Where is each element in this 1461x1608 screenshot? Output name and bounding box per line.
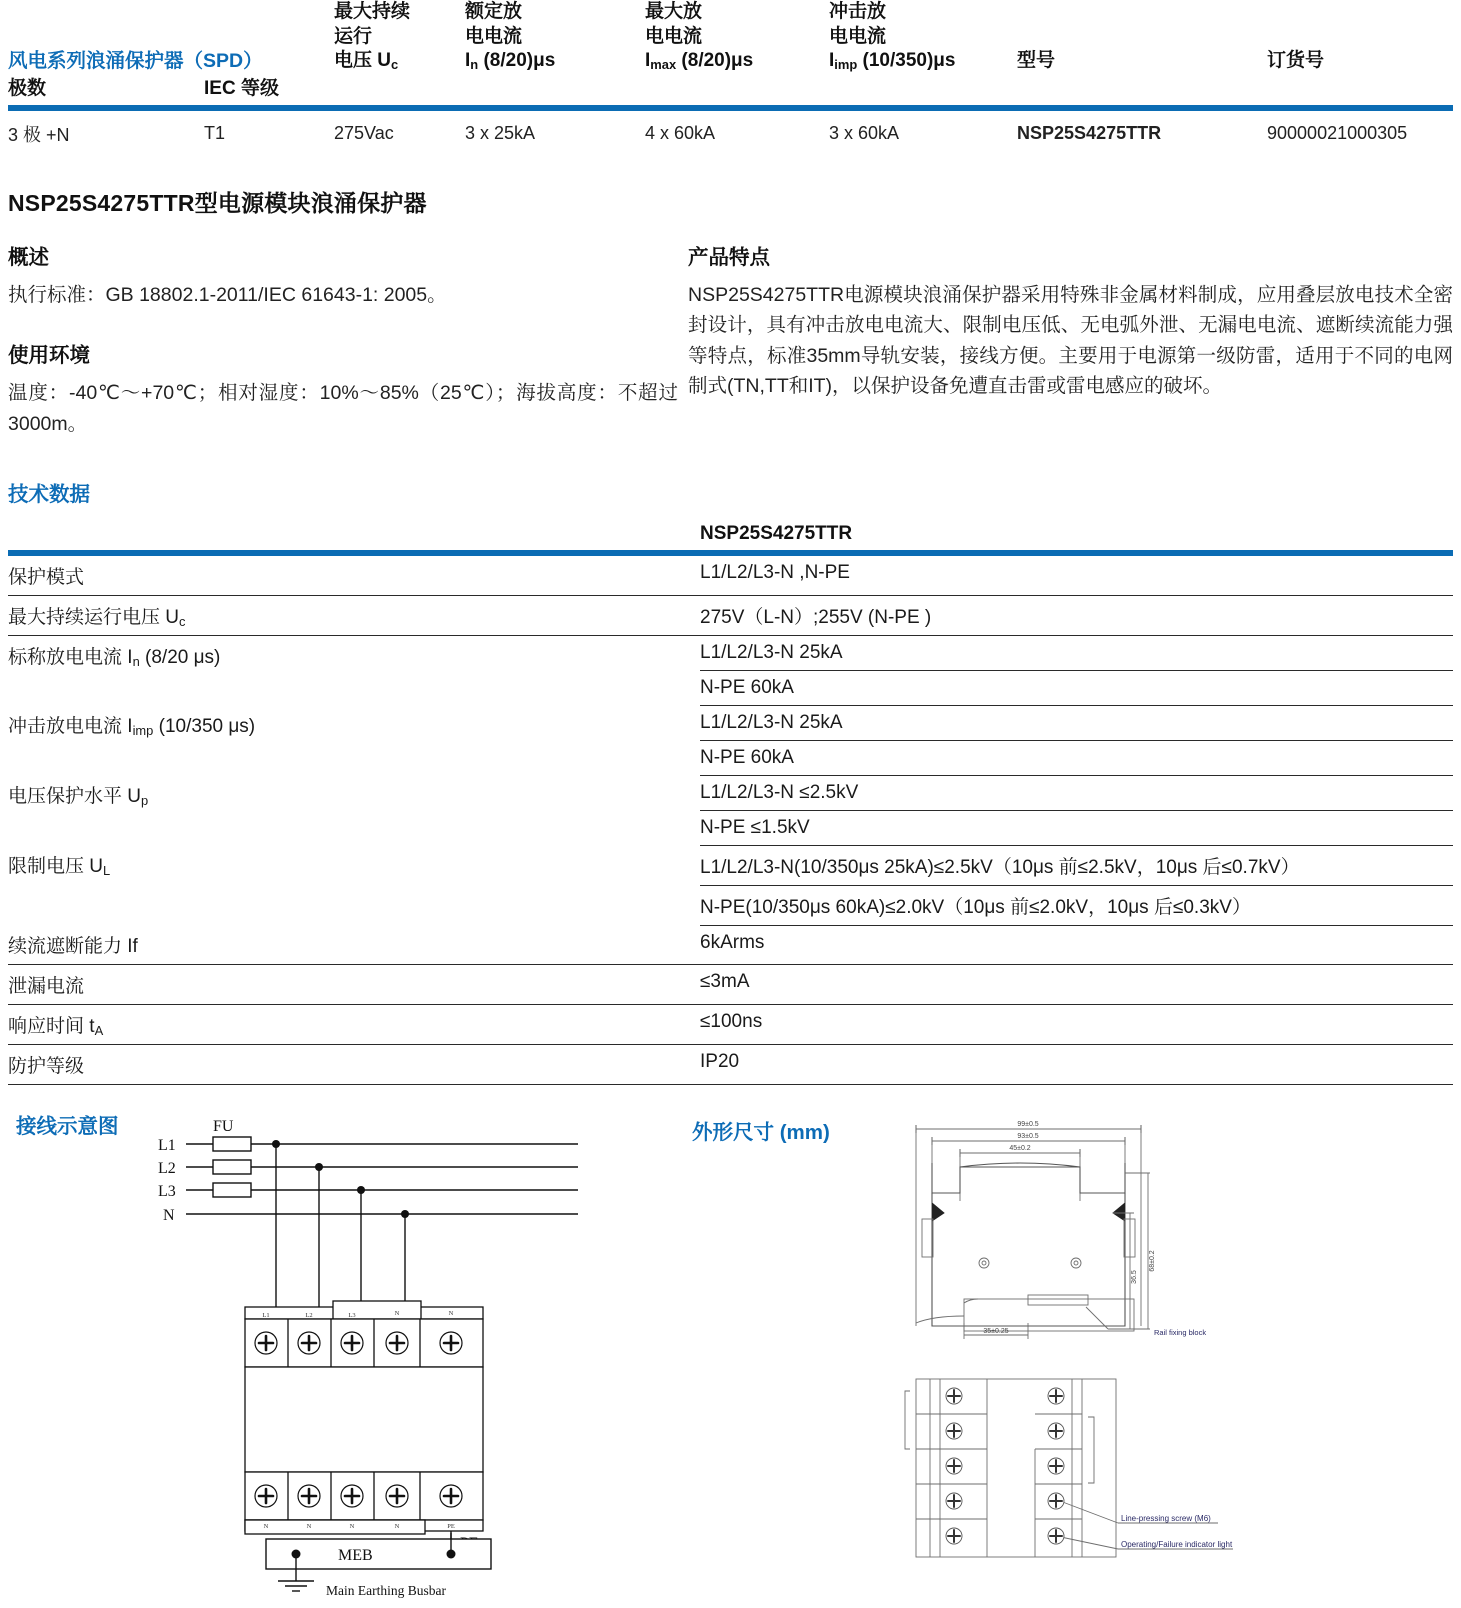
label-meb: MEB: [338, 1547, 373, 1565]
terminal-bot-4: PE: [447, 1523, 455, 1531]
spec-value-model: NSP25S4275TTR: [1017, 123, 1162, 144]
spec-subheader-row: [8, 77, 1453, 105]
dimensions-heading: 外形尺寸 (mm): [692, 1121, 830, 1145]
tech-label-6: [8, 925, 700, 965]
spec-col-iimp-line2: 电电流: [829, 25, 887, 47]
spec-value-poles: 3 极 +N: [8, 124, 70, 145]
tech-label-5: [8, 845, 700, 925]
tech-label-3: [8, 705, 700, 775]
tech-value-4-0: L1/L2/L3-N ≤2.5kV: [700, 775, 1453, 810]
spec-value-in: 3 x 25kA: [465, 123, 536, 144]
terminal-top-4: N: [448, 1310, 454, 1318]
tech-value-5-0: L1/L2/L3-N(10/350μs 25kA)≤2.5kV（10μs 前≤2.5kV，10μs 后≤0.7kV）: [700, 845, 1453, 885]
spec-col-uc-sub: c: [391, 57, 399, 73]
spec-col-uc: [334, 0, 465, 77]
table-row: [8, 595, 1453, 635]
dimensions-diagram-svg: [688, 1111, 1458, 1551]
spec-col-imax-sub: max: [650, 57, 677, 73]
environment-heading: 使用环境: [8, 344, 90, 368]
overview-text: 执行标准：GB 18802.1-2011/IEC 61643-1: 2005。: [8, 283, 447, 306]
spec-col-uc-line1: 最大持续: [334, 1, 411, 22]
label-line-pressing-screw: Line-pressing screw (M6): [1121, 1514, 1211, 1524]
tech-label-1: [8, 595, 700, 635]
spec-col-imax-symbol: I: [645, 50, 651, 72]
table-row: [8, 556, 1453, 596]
tech-label-1-sub: c: [179, 613, 186, 629]
tech-label-8: [8, 1005, 700, 1045]
tech-label-4-sub: p: [141, 793, 149, 809]
tech-label-3-text: 冲击放电电流 I: [8, 716, 133, 738]
label-l1: L1: [158, 1137, 176, 1155]
table-row: [8, 635, 1453, 670]
terminal-bot-1: N: [306, 1523, 312, 1531]
tech-value-0-0: L1/L2/L3-N ,N-PE: [700, 556, 1453, 596]
tech-label-8-sub: A: [94, 1023, 104, 1039]
description-left-column: [8, 240, 688, 439]
spec-col-uc-line3: 电压 U: [334, 50, 392, 72]
spec-col-imax-suffix: (8/20)μs: [676, 50, 754, 72]
tech-data-table: [8, 556, 1453, 1086]
table-row: [8, 925, 1453, 965]
tech-value-3-0: L1/L2/L3-N 25kA: [700, 705, 1453, 740]
spec-col-in-suffix: (8/20)μs: [478, 50, 556, 72]
wiring-diagram-svg: [8, 1111, 688, 1541]
spec-value-iimp: 3 x 60kA: [829, 123, 900, 144]
spec-value-iec: T1: [204, 123, 226, 144]
label-indicator-light: Operating/Failure indicator light: [1121, 1540, 1233, 1550]
label-main-earthing-busbar: Main Earthing Busbar: [326, 1583, 446, 1599]
tech-model-header: NSP25S4275TTR: [700, 522, 853, 544]
overview-heading: 概述: [8, 245, 49, 269]
features-heading: 产品特点: [688, 245, 770, 269]
terminal-bot-2: N: [349, 1523, 355, 1531]
tech-value-3-1: N-PE 60kA: [700, 740, 1453, 775]
spec-col-order: 订货号: [1267, 50, 1325, 72]
tech-label-9: [8, 1045, 700, 1085]
tech-value-6-0: 6kArms: [700, 925, 1453, 965]
spec-col-imax-line1: 最大放: [645, 1, 703, 22]
spec-col-in-symbol: I: [465, 50, 471, 72]
wiring-diagram-heading: 接线示意图: [16, 1115, 119, 1139]
tech-value-5-1: N-PE(10/350μs 60kA)≤2.0kV（10μs 前≤2.0kV，10μs 后≤0.3kV）: [700, 885, 1453, 925]
spec-col-iimp-line1: 冲击放: [829, 1, 887, 22]
tech-data-heading: 技术数据: [8, 482, 90, 506]
tech-label-2-text: 标称放电电流 I: [8, 646, 133, 668]
series-title: 风电系列浪涌保护器（SPD）: [8, 49, 263, 72]
tech-label-6-text: 续流遮断能力 If: [8, 936, 138, 958]
meb-busbar-svg: [8, 1533, 688, 1608]
tech-value-1-0: 275V（L-N）;255V (N-PE ): [700, 595, 1453, 635]
label-l2: L2: [158, 1160, 176, 1178]
product-title: NSP25S4275TTR型电源模块浪涌保护器: [8, 189, 427, 216]
tech-label-7-text: 泄漏电流: [8, 976, 85, 998]
terminal-top-3: N: [394, 1310, 400, 1318]
spec-value-uc: 275Vac: [334, 123, 394, 144]
terminal-top-1: L2: [305, 1312, 313, 1320]
terminal-bot-0: N: [263, 1523, 269, 1531]
dim-height-inner: 36.5: [1131, 1270, 1138, 1285]
dim-width-inner: 45±0.2: [1009, 1145, 1031, 1153]
tech-label-2-sub: n: [132, 653, 140, 669]
spec-col-uc-line2: 运行: [334, 25, 373, 47]
tech-label-3-sub: imp: [132, 723, 154, 739]
tech-value-4-1: N-PE ≤1.5kV: [700, 810, 1453, 845]
tech-value-8-0: ≤100ns: [700, 1005, 1453, 1045]
tech-data-table-wrapper: [8, 523, 1453, 1086]
spec-value-order: 90000021000305: [1267, 123, 1408, 144]
wiring-diagram-block: [8, 1111, 688, 1608]
table-row: [8, 1005, 1453, 1045]
tech-label-4: [8, 775, 700, 845]
spec-col-in-line1: 额定放: [465, 1, 523, 22]
spec-col-imax: [645, 0, 829, 77]
label-fu: FU: [213, 1118, 234, 1136]
tech-label-2-suffix: (8/20 μs): [139, 646, 221, 668]
tech-label-2: [8, 635, 700, 705]
tech-label-0-text: 保护模式: [8, 566, 85, 588]
tech-label-8-text: 响应时间 t: [8, 1016, 95, 1038]
spec-data-row: [8, 111, 1453, 155]
tech-label-7: [8, 965, 700, 1005]
spec-col-iimp-symbol: I: [829, 50, 835, 72]
table-row: [8, 775, 1453, 810]
tech-value-9-0: IP20: [700, 1045, 1453, 1085]
terminal-bot-3: N: [394, 1523, 400, 1531]
spec-col-model: 型号: [1017, 50, 1056, 72]
tech-value-2-0: L1/L2/L3-N 25kA: [700, 635, 1453, 670]
description-right-column: [688, 240, 1453, 439]
dim-width-mid: 93±0.5: [1017, 1133, 1039, 1141]
environment-text: 温度：-40℃～+70℃；相对湿度：10%～85%（25℃）；海拔高度：不超过3000m。: [8, 382, 678, 435]
dim-height-outer: 68±0.2: [1149, 1250, 1156, 1273]
label-l3: L3: [158, 1183, 176, 1201]
spec-col-iec: IEC 等级: [204, 78, 279, 100]
tech-label-1-text: 最大持续运行电压 U: [8, 606, 180, 628]
tech-value-7-0: ≤3mA: [700, 965, 1453, 1005]
spec-col-in-line2: 电电流: [465, 25, 523, 47]
table-row: [8, 965, 1453, 1005]
table-row: [8, 845, 1453, 885]
spec-subheader-filler: [334, 77, 1453, 105]
features-text: NSP25S4275TTR电源模块浪涌保护器采用特殊非金属材料制成，应用叠层放电技术全密封设计，具有冲击放电电流大、限制电压低、无电弧外泄、无漏电电流、遮断续流能力强等特点，标准35mm导轨安装，接线方便。主要用于电源第一级防雷，适用于不同的电网制式(TN,TT和IT)，以保护设备免遭直击雷或雷电感应的破坏。: [688, 283, 1453, 397]
tech-label-5-sub: L: [103, 863, 111, 879]
label-n: N: [163, 1207, 175, 1225]
spec-col-in-sub: n: [470, 57, 479, 73]
terminal-top-0: L1: [262, 1312, 270, 1320]
spec-value-imax: 4 x 60kA: [645, 123, 716, 144]
tech-value-2-1: N-PE 60kA: [700, 670, 1453, 705]
dim-rail: 35±0.25: [983, 1328, 1009, 1336]
spec-col-imax-line2: 电电流: [645, 25, 703, 47]
spec-col-iimp-sub: imp: [834, 57, 858, 73]
spec-col-iimp-suffix: (10/350)μs: [857, 50, 956, 72]
tech-label-3-suffix: (10/350 μs): [153, 716, 256, 738]
dim-width-outer: 99±0.5: [1017, 1121, 1039, 1129]
tech-label-4-text: 电压保护水平 U: [8, 786, 142, 808]
spec-col-poles: 极数: [8, 78, 47, 100]
tech-label-0: [8, 556, 700, 596]
table-row: [8, 705, 1453, 740]
description-columns: [8, 240, 1453, 439]
spec-col-in: [465, 0, 645, 77]
tech-label-5-text: 限制电压 U: [8, 856, 104, 878]
spec-col-iimp: [829, 0, 1017, 77]
spec-summary-table: [8, 0, 1453, 155]
diagrams-section: [8, 1111, 1453, 1608]
spec-header-row: [8, 0, 1453, 77]
table-row: [8, 1045, 1453, 1085]
label-rail-fixing-block: Rail fixing block: [1154, 1328, 1207, 1338]
tech-label-9-text: 防护等级: [8, 1056, 85, 1078]
dimensions-diagram-block: [688, 1111, 1458, 1608]
terminal-top-2: L3: [348, 1312, 356, 1320]
